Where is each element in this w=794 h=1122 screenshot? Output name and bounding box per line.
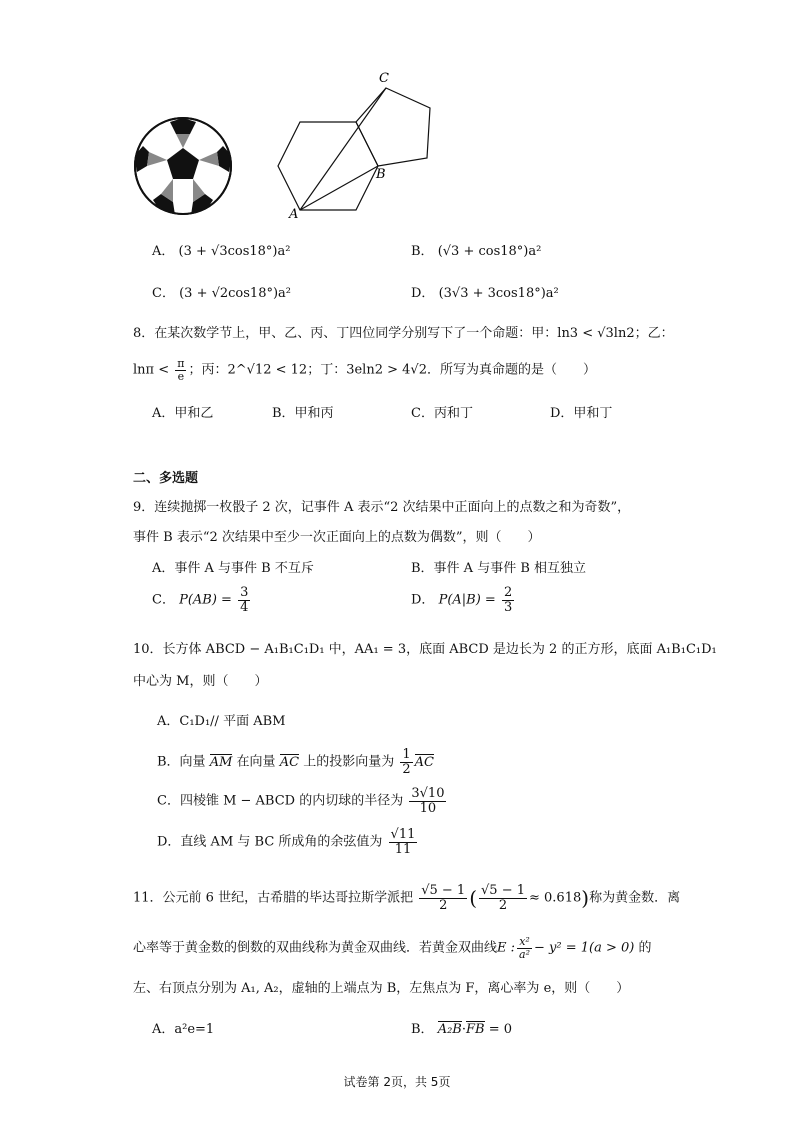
q9-line1: 9．连续抛掷一枚骰子 2 次，记事件 A 表示“2 次结果中正面向上的点数之和为奇数”， xyxy=(133,500,631,515)
q7-option-a-expr: (3 + √3cos18°)a² xyxy=(178,244,291,259)
q10-option-c-num: 3√10 xyxy=(411,786,445,801)
q11-line3: 左、右顶点分别为 A₁, A₂，虚轴的上端点为 B，左焦点为 F，离心率为 e，则（ ） xyxy=(133,981,630,996)
q11-golden-den-2: 2 xyxy=(498,897,508,913)
q7-option-d[interactable] xyxy=(411,282,559,301)
q11-line1 xyxy=(133,884,680,912)
q10-option-d-den: 11 xyxy=(394,841,412,857)
q7-option-c-label: C． xyxy=(152,286,175,301)
q11-golden-fraction-2 xyxy=(479,884,527,912)
q8-jia: ln3 < √3ln2 xyxy=(557,326,635,341)
q8-yi-prefix: lnπ < xyxy=(133,362,170,378)
q11-option-b-rest: = 0 xyxy=(488,1022,513,1037)
q11-golden-den: 2 xyxy=(439,897,448,913)
q10-option-b-fraction xyxy=(400,748,412,776)
q8-option-b[interactable]: B．甲和丙 xyxy=(272,406,334,421)
q11-option-a[interactable]: A．a²e=1 xyxy=(152,1022,215,1037)
q9-option-d-num: 2 xyxy=(503,585,513,600)
q10-vector-am: AM xyxy=(209,754,233,770)
q11-line2 xyxy=(133,936,652,960)
q11-prefix: 11．公元前 6 世纪，古希腊的毕达哥拉斯学派把 xyxy=(133,890,414,906)
q7-option-d-expr: (3√3 + 3cos18°)a² xyxy=(438,286,559,301)
q10-option-d[interactable] xyxy=(157,828,419,856)
q10-line1: 10．长方体 ABCD − A₁B₁C₁D₁ 中，AA₁ = 3，底面 ABCD 是边长为 2 的正方形，底面 A₁B₁C₁D₁ xyxy=(133,642,717,657)
q11-option-b-label: B． xyxy=(411,1022,434,1037)
q8-ding-label: ；丁： xyxy=(307,362,347,378)
q8-ding: 3eln2 > 4√2 xyxy=(346,362,427,378)
label-c: C xyxy=(379,71,389,86)
q7-option-b[interactable] xyxy=(411,240,541,259)
q11-golden-num-2: √5 − 1 xyxy=(481,883,525,898)
q7-option-b-expr: (√3 + cos18°)a² xyxy=(437,244,542,259)
q7-option-c-expr: (3 + √2cos18°)a² xyxy=(179,286,292,301)
q9-option-c-label: C． xyxy=(152,592,175,608)
q8-line1 xyxy=(133,322,674,341)
q11-e-fraction xyxy=(517,936,532,960)
q8-line2 xyxy=(133,358,596,382)
q9-option-d-lhs: P(A|B) = xyxy=(438,592,496,608)
q9-option-d-label: D． xyxy=(411,592,435,608)
q10-option-b-suffix: 上的投影向量为 xyxy=(303,754,395,770)
q9-option-d-den: 3 xyxy=(503,599,513,615)
q9-line2: 事件 B 表示“2 次结果中至少一次正面向上的点数为偶数”，则（ ） xyxy=(133,530,541,545)
q8-bing-label: ；丙： xyxy=(188,362,228,378)
q11-dot: · xyxy=(461,1022,466,1037)
q8-yi-label: ；乙： xyxy=(634,326,674,341)
label-b: B xyxy=(376,167,386,182)
q8-yi-num: π xyxy=(177,357,185,370)
q11-close-paren: ) xyxy=(581,886,590,911)
q11-line2-suffix: 的 xyxy=(638,940,652,956)
q11-line2-prefix: 心率等于黄金数的倒数的双曲线称为黄金双曲线．若黄金双曲线 xyxy=(133,940,498,956)
q11-vector-fb: FB xyxy=(466,1022,485,1037)
hexagon-pentagon-figure xyxy=(270,70,440,220)
q8-question: ．所写为真命题的是（ ） xyxy=(426,362,596,378)
q10-option-b[interactable] xyxy=(157,748,434,776)
q10-option-c-den: 10 xyxy=(419,800,437,816)
q10-option-d-prefix: D．直线 AM 与 BC 所成角的余弦值为 xyxy=(157,834,383,850)
q10-option-b-num: 1 xyxy=(402,747,411,762)
q9-option-c[interactable] xyxy=(152,586,252,614)
q7-option-c[interactable] xyxy=(152,282,291,301)
q10-option-c-prefix: C．四棱锥 M − ABCD 的内切球的半径为 xyxy=(157,793,404,809)
section-title-multi-choice: 二、多选题 xyxy=(133,471,199,486)
q10-option-b-mid: 在向量 xyxy=(236,754,276,770)
q11-approx: ≈ 0.618 xyxy=(529,890,582,906)
q9-option-d[interactable] xyxy=(411,586,516,614)
q7-option-d-label: D． xyxy=(411,286,435,301)
q9-option-c-num: 3 xyxy=(240,585,249,600)
label-a: A xyxy=(289,207,299,220)
q8-yi-den: e xyxy=(177,369,185,383)
q10-line2: 中心为 M，则（ ） xyxy=(133,674,268,689)
q10-option-d-num: √11 xyxy=(390,827,416,842)
q11-e-label: E : xyxy=(497,940,516,956)
q9-option-c-lhs: P(AB) = xyxy=(179,592,232,608)
q9-option-c-den: 4 xyxy=(240,599,249,615)
q9-option-c-fraction xyxy=(238,586,250,614)
q10-option-c[interactable] xyxy=(157,787,448,815)
q10-option-b-den: 2 xyxy=(402,761,411,777)
q7-option-a[interactable] xyxy=(152,240,290,259)
q10-option-d-fraction xyxy=(389,828,418,856)
q7-option-a-label: A． xyxy=(152,244,175,259)
q8-prefix: 8．在某次数学节上，甲、乙、丙、丁四位同学分别写下了一个命题：甲： xyxy=(133,326,558,341)
q10-option-b-prefix: B．向量 xyxy=(157,754,206,770)
q11-line1-suffix: 称为黄金数．离 xyxy=(589,890,681,906)
q11-golden-num: √5 − 1 xyxy=(421,883,466,898)
q11-golden-fraction xyxy=(419,884,467,912)
q8-bing: 2^√12 < 12 xyxy=(227,362,308,378)
q8-option-d[interactable]: D．甲和丁 xyxy=(550,406,613,421)
q11-e-num: x² xyxy=(517,936,532,949)
q10-option-a[interactable]: A．C₁D₁// 平面 ABM xyxy=(157,714,286,729)
q8-yi-fraction xyxy=(175,358,186,382)
q11-vector-a2b: A₂B xyxy=(437,1022,462,1037)
q11-option-b[interactable] xyxy=(411,1018,512,1037)
q11-open-paren: ( xyxy=(469,886,478,911)
q9-option-d-fraction xyxy=(502,586,514,614)
q9-option-b[interactable]: B．事件 A 与事件 B 相互独立 xyxy=(411,561,587,576)
q9-option-a[interactable]: A．事件 A 与事件 B 不互斥 xyxy=(152,561,314,576)
q10-vector-ac: AC xyxy=(279,754,300,770)
soccer-ball-image xyxy=(133,116,233,216)
q10-option-c-fraction xyxy=(409,787,446,815)
q7-option-b-label: B． xyxy=(411,244,434,259)
q11-e-den: a² xyxy=(519,947,530,961)
q8-option-a[interactable]: A．甲和乙 xyxy=(152,406,214,421)
page-footer: 试卷第 2页，共 5页 xyxy=(343,1075,451,1089)
q10-vector-ac-2: AC xyxy=(414,754,434,770)
q8-option-c[interactable]: C．丙和丁 xyxy=(411,406,473,421)
q11-e-rest: − y² = 1(a > 0) xyxy=(534,940,635,956)
